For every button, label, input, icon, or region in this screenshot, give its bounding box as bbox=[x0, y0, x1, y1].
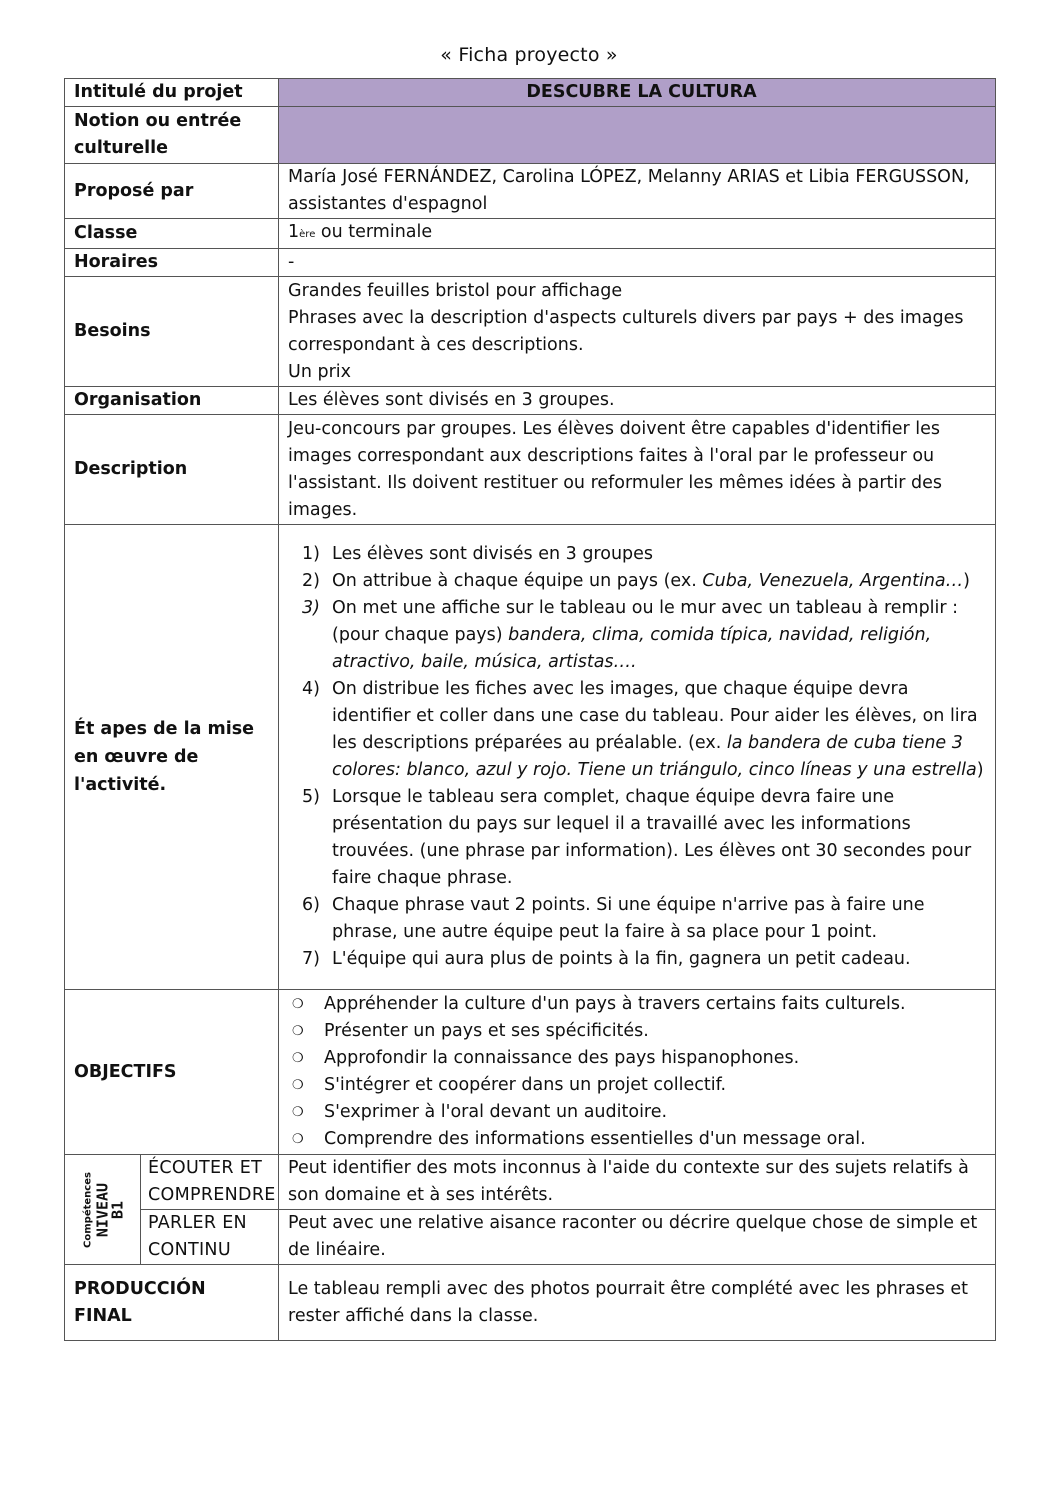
project-title-value: DESCUBRE LA CULTURA bbox=[279, 79, 996, 107]
step-item bbox=[288, 568, 987, 595]
step-text: L'équipe qui aura plus de points à la fin, gagnera un petit cadeau. bbox=[332, 949, 911, 969]
classe-label: Classe bbox=[65, 219, 279, 249]
row-description bbox=[65, 415, 996, 525]
objectifs-value bbox=[279, 990, 996, 1155]
proposed-by-label: Proposé par bbox=[65, 164, 279, 219]
steps-list bbox=[288, 541, 995, 973]
page-title: « Ficha proyecto » bbox=[440, 44, 618, 66]
objectives-list bbox=[288, 991, 995, 1153]
step-item bbox=[288, 892, 987, 946]
skill-name: ÉCOUTER ET COMPRENDRE bbox=[141, 1155, 279, 1210]
row-objectifs bbox=[65, 990, 996, 1155]
step-text: On attribue à chaque équipe un pays (ex. bbox=[332, 571, 703, 591]
objective-item bbox=[288, 1126, 995, 1153]
etapes-label: Ét apes de la mise en œuvre de l'activité. bbox=[65, 525, 279, 990]
step-text: Les élèves sont divisés en 3 groupes bbox=[332, 544, 654, 564]
objectifs-label: OBJECTIFS bbox=[65, 990, 279, 1155]
step-number: 3) bbox=[302, 598, 320, 618]
objective-item bbox=[288, 1099, 995, 1126]
objective-text: Approfondir la connaissance des pays hispanophones. bbox=[324, 1048, 800, 1068]
step-text: Lorsque le tableau sera complet, chaque équipe devra faire une présentation du pays sur lequel il a travaillé avec les informations trouvées. (une phrase par information). Les élèves ont 30 secondes pour faire chaque phrase. bbox=[332, 787, 972, 888]
objective-text: Comprendre des informations essentielles d'un message oral. bbox=[324, 1129, 866, 1149]
notion-value bbox=[279, 107, 996, 164]
step-item bbox=[288, 595, 987, 676]
project-title-label: Intitulé du projet bbox=[65, 79, 279, 107]
row-classe bbox=[65, 219, 996, 249]
besoins-line: Grandes feuilles bristol pour affichage bbox=[288, 280, 623, 301]
row-besoins bbox=[65, 277, 996, 387]
row-project-title bbox=[65, 79, 996, 107]
skill-description: Peut identifier des mots inconnus à l'aide du contexte sur des sujets relatifs à son domaine et à ses intérêts. bbox=[279, 1155, 996, 1210]
step-item bbox=[288, 784, 987, 892]
horaires-value: - bbox=[279, 249, 996, 277]
organisation-value: Les élèves sont divisés en 3 groupes. bbox=[279, 387, 996, 415]
skill-name: PARLER EN CONTINU bbox=[141, 1210, 279, 1265]
circle-bullet-icon: ❍ bbox=[292, 1024, 304, 1039]
besoins-line: Un prix bbox=[288, 361, 352, 382]
step-number: 6) bbox=[302, 895, 320, 915]
horaires-label: Horaires bbox=[65, 249, 279, 277]
besoins-line: Phrases avec la description d'aspects culturels divers par pays + des images correspondant à ces descriptions. bbox=[288, 307, 964, 355]
step-item bbox=[288, 541, 987, 568]
step-text: Chaque phrase vaut 2 points. Si une équipe n'arrive pas à faire une phrase, une autre équipe peut la faire à sa place pour 1 point. bbox=[332, 895, 925, 942]
objective-text: S'intégrer et coopérer dans un projet collectif. bbox=[324, 1075, 727, 1095]
step-number: 7) bbox=[302, 949, 320, 969]
competences-label: Compétences bbox=[82, 1171, 93, 1248]
step-item bbox=[288, 946, 987, 973]
besoins-label: Besoins bbox=[65, 277, 279, 387]
row-produccion-final bbox=[65, 1265, 996, 1341]
step-number: 2) bbox=[302, 571, 320, 591]
step-text: On met une affiche sur le tableau ou le mur avec un tableau à remplir : (pour chaque pays) bbox=[332, 598, 959, 645]
competences-vertical-wrap bbox=[65, 1158, 140, 1262]
row-etapes bbox=[65, 525, 996, 990]
objective-text: Présenter un pays et ses spécificités. bbox=[324, 1021, 649, 1041]
classe-number: 1 bbox=[288, 222, 300, 242]
description-value: Jeu-concours par groupes. Les élèves doivent être capables d'identifier les images correspondant aux descriptions faites à l'oral par le professeur ou l'assistant. Ils doivent restituer ou reformuler les mêmes idées à partir des images. bbox=[279, 415, 996, 525]
objective-item bbox=[288, 1045, 995, 1072]
organisation-label: Organisation bbox=[65, 387, 279, 415]
objective-item bbox=[288, 991, 995, 1018]
competences-vertical-text bbox=[80, 1172, 125, 1248]
classe-rest: ou terminale bbox=[315, 222, 433, 242]
description-label: Description bbox=[65, 415, 279, 525]
step-number: 5) bbox=[302, 787, 320, 807]
classe-superscript: ère bbox=[299, 229, 316, 240]
circle-bullet-icon: ❍ bbox=[292, 1132, 304, 1147]
notion-label: Notion ou entrée culturelle bbox=[65, 107, 279, 164]
circle-bullet-icon: ❍ bbox=[292, 1105, 304, 1120]
row-competence-2 bbox=[65, 1210, 996, 1265]
circle-bullet-icon: ❍ bbox=[292, 1051, 304, 1066]
produccion-final-label: PRODUCCIÓN FINAL bbox=[65, 1265, 279, 1341]
circle-bullet-icon: ❍ bbox=[292, 997, 304, 1012]
row-horaires bbox=[65, 249, 996, 277]
competences-level-label bbox=[65, 1155, 141, 1265]
row-competence-1 bbox=[65, 1155, 996, 1210]
objective-item bbox=[288, 1018, 995, 1045]
objective-text: Appréhender la culture d'un pays à travers certains faits culturels. bbox=[324, 994, 906, 1014]
step-italic-text: Cuba, Venezuela, Argentina… bbox=[702, 571, 964, 591]
besoins-value bbox=[279, 277, 996, 387]
classe-value bbox=[279, 219, 996, 249]
skill-description: Peut avec une relative aisance raconter ou décrire quelque chose de simple et de linéaire. bbox=[279, 1210, 996, 1265]
step-text-after: ) bbox=[976, 760, 984, 780]
level-code: B1 bbox=[108, 1200, 126, 1219]
step-italic-text: bandera, clima, comida típica, navidad, religión, atractivo, baile, música, artistas…. bbox=[332, 625, 932, 672]
step-item bbox=[288, 676, 987, 784]
produccion-final-value: Le tableau rempli avec des photos pourrait être complété avec les phrases et rester affiché dans la classe. bbox=[279, 1265, 996, 1341]
etapes-value bbox=[279, 525, 996, 990]
step-italic-text: la bandera de cuba tiene 3 colores: blanco, azul y rojo. Tiene un triángulo, cinco líneas y una estrella bbox=[332, 733, 977, 780]
step-number: 4) bbox=[302, 679, 320, 699]
proposed-by-value: María José FERNÁNDEZ, Carolina LÓPEZ, Melanny ARIAS et Libia FERGUSSON, assistantes d'espagnol bbox=[279, 164, 996, 219]
row-notion bbox=[65, 107, 996, 164]
objective-item bbox=[288, 1072, 995, 1099]
step-text-after: ) bbox=[963, 571, 970, 591]
row-proposed-by bbox=[65, 164, 996, 219]
row-organisation bbox=[65, 387, 996, 415]
level-label: NIVEAU bbox=[93, 1182, 111, 1237]
step-number: 1) bbox=[302, 544, 320, 564]
step-text: On distribue les fiches avec les images, que chaque équipe devra identifier et coller dans une case du tableau. Pour aider les élèves, on lira les descriptions préparées au préalable. (ex. bbox=[332, 679, 978, 753]
circle-bullet-icon: ❍ bbox=[292, 1078, 304, 1093]
project-sheet-table bbox=[64, 78, 996, 1341]
objective-text: S'exprimer à l'oral devant un auditoire. bbox=[324, 1102, 668, 1122]
